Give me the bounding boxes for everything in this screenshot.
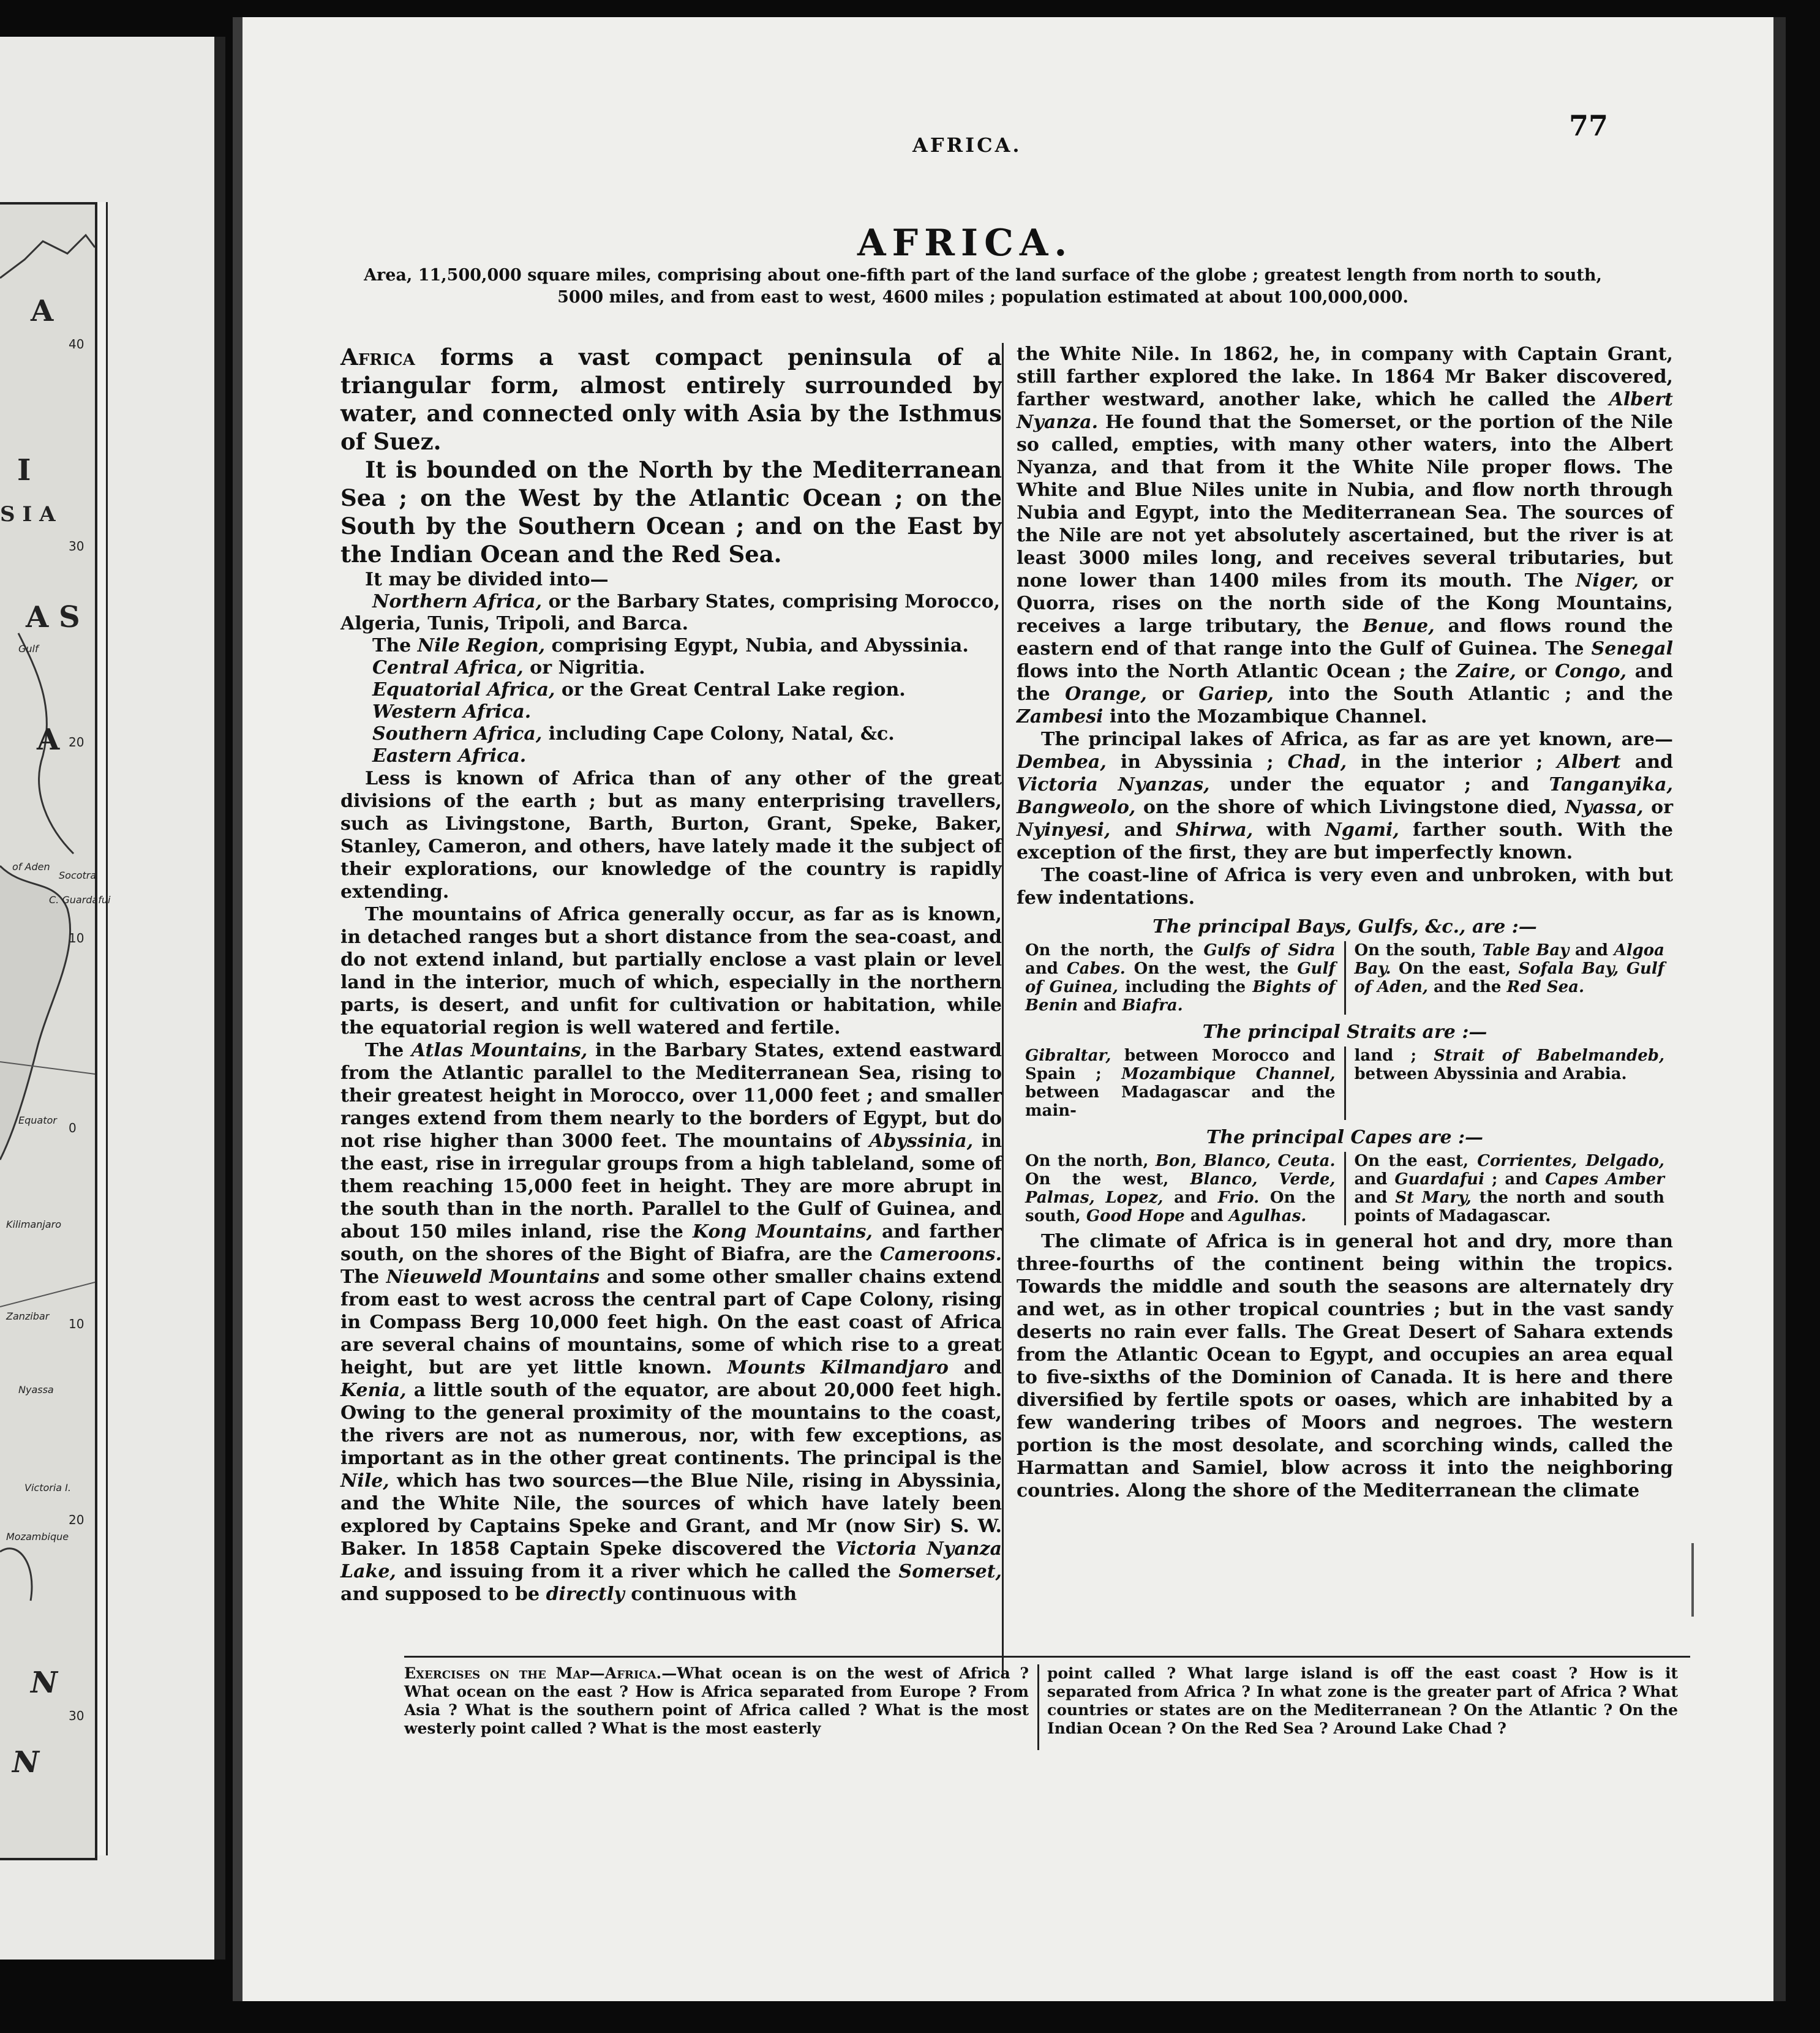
map-place-guardafui: C. Guardafui <box>49 894 111 906</box>
map-border-strip <box>97 202 108 1855</box>
exercises-column-rule <box>1037 1664 1039 1750</box>
straits-right-cell: land ; Strait of Babelmandeb, between Abyssinia and Arabia. <box>1344 1047 1674 1120</box>
exercises-rule <box>404 1656 1690 1658</box>
exercises-right: point called ? What large island is off the east coast ? How is it separated from Africa ? In what zone is the greater part of Africa ? What countries or states are on the Mediterranean ? On the Atlantic ? On the Indian Ocean ? On the Red Sea ? Around Lake Chad ? <box>1047 1664 1678 1737</box>
map-place-aden: of Aden <box>12 861 50 873</box>
article-title: AFRICA. <box>857 222 1074 265</box>
capes-table <box>1017 1152 1673 1225</box>
page-number: 77 <box>1569 109 1609 142</box>
division-eastern: Eastern Africa. <box>372 745 527 767</box>
left-column <box>340 343 1002 1606</box>
map-place-socotra: Socotra <box>59 870 97 881</box>
division-nile: The Nile Region, comprising Egypt, Nubia, and Abyssinia. <box>372 635 969 656</box>
exercises-left-text: —What ocean is on the west of Africa ? What ocean on the east ? How is Africa separated from Europe ? From Asia ? What is the southern point of Africa called ? What is the most westerly point called ? What is the most easterly <box>404 1664 1029 1737</box>
map-coastline <box>0 205 95 1858</box>
exercises-lead: Exercises on the Map—Africa. <box>404 1664 662 1682</box>
division-central: Central Africa, or Nigritia. <box>372 657 645 678</box>
map-page <box>0 37 225 1960</box>
page-edge-mark <box>1691 1543 1694 1617</box>
bounds-paragraph: It is bounded on the North by the Mediterranean Sea ; on the West by the Atlantic Ocean ; on the South by the Southern Ocean ; and on the East by the Indian Ocean and the Red Sea. <box>340 456 1002 568</box>
map-label-a-top: A <box>31 294 54 328</box>
map-place-victoria-i: Victoria I. <box>24 1482 71 1494</box>
division-equatorial: Equatorial Africa, or the Great Central Lake region. <box>372 679 906 701</box>
map-place-mozambique: Mozambique <box>6 1531 69 1543</box>
map-tick-40: 40 <box>69 337 85 351</box>
division-western: Western Africa. <box>372 701 532 723</box>
explorers-paragraph: Less is known of Africa than of any other of the great divisions of the earth ; but as many enterprising travellers, such as Livingstone, Barth, Burton, Grant, Speke, Baker, Stanley, Cameron, and others, have lately made it the subject of their explorations, our knowledge of the country is rapidly extending. <box>340 768 1002 903</box>
map-label-a-mid: A <box>37 723 60 757</box>
bays-table <box>1017 941 1673 1015</box>
division-northern: Northern Africa, or the Barbary States, comprising Morocco, <box>372 591 1001 612</box>
divided-into-line: It may be divided into— <box>365 569 609 590</box>
area-note: Area, 11,500,000 square miles, comprising about one-fifth part of the land surface of the globe ; greatest length from north to south, 5000 miles, and from east to west, 4600 miles ; population estimated at about 100,000,000. <box>364 266 1602 307</box>
running-head: AFRICA. <box>912 133 1022 157</box>
map-place-equator: Equator <box>18 1114 57 1126</box>
bays-heading: The principal Bays, Gulfs, &c., are :— <box>1153 916 1537 938</box>
coastline-paragraph: The coast-line of Africa is very even and unbroken, with but few indentations. <box>1017 865 1673 909</box>
map-label-n-2: N <box>12 1745 39 1779</box>
straits-left-cell: Gibraltar, between Morocco and Spain ; Mozambique Channel, between Madagascar and the main- <box>1025 1047 1336 1120</box>
map-tick-20-s: 20 <box>69 1513 85 1527</box>
map-tick-10-s: 10 <box>69 1317 85 1331</box>
lakes-paragraph: The principal lakes of Africa, as far as are yet known, are—Dembea, in Abyssinia ; Chad, in the interior ; Albert and Victoria Nyanzas, under the equator ; and Tanganyika, Bangweolo, on the shore of which Livingstone died, Nyassa, or Nyinyesi, and Shirwa, with Ngami, farther south. With the exception of the first, they are but imperfectly known. <box>1017 729 1674 863</box>
map-tick-30-s: 30 <box>69 1708 85 1723</box>
exercises-left <box>404 1664 1029 1738</box>
map-tick-30: 30 <box>69 539 85 554</box>
capes-heading: The principal Capes are :— <box>1206 1127 1484 1148</box>
division-southern: Southern Africa, including Cape Colony, Natal, &c. <box>372 723 895 745</box>
map-label-sia: S I A <box>0 502 56 527</box>
straits-table <box>1017 1047 1673 1120</box>
map-label-as: A S <box>26 600 80 634</box>
capes-right-cell: On the east, Corrientes, Delgado, and Guardafui ; and Capes Amber and St Mary, the north and south points of Madagascar. <box>1344 1152 1674 1225</box>
climate-paragraph: The climate of Africa is in general hot and dry, more than three-fourths of the continent being within the tropics. Towards the middle and south the seasons are alternately dry and wet, as in other tropical countries ; but in the vast sandy deserts no rain ever falls. The Great Desert of Sahara extends from the Atlantic Ocean to Egypt, and occupies an area equal to five-sixths of the Dominion of Canada. It is here and there diversified by fertile spots or oases, which are inhabited by a few wandering tribes of Moors and negroes. The western portion is the most desolate, and scorching winds, called the Harmattan and Samiel, blow across it into the neighboring countries. Along the shore of the Mediterranean the climate <box>1017 1231 1673 1501</box>
map-place-nyassa: Nyassa <box>18 1384 54 1396</box>
map-tick-10: 10 <box>69 931 85 945</box>
map-frame <box>0 202 97 1860</box>
mountains-paragraph: The mountains of Africa generally occur, as far as is known, in detached ranges but a short distance from the sea-coast, and do not extend inland, but partially enclose a vast plain or level land in the interior, much of which, especially in the northern parts, is desert, and unfit for cultivation or habitation, while the equatorial region is well watered and fertile. <box>340 904 1002 1039</box>
capes-left-cell: On the north, Bon, Blanco, Ceuta. On the west, Blanco, Verde, Palmas, Lopez, and Frio. On the south, Good Hope and Agulhas. <box>1025 1152 1336 1225</box>
map-label-n-1: N <box>31 1666 58 1700</box>
bays-left-cell: On the north, the Gulfs of Sidra and Cabes. On the west, the Gulf of Guinea, including the Bights of Benin and Biafra. <box>1025 941 1336 1015</box>
map-label-i: I <box>17 453 31 487</box>
right-column <box>1002 343 1673 1502</box>
map-tick-0: 0 <box>69 1121 77 1135</box>
map-place-gulf: Gulf <box>18 643 39 655</box>
ranges-paragraph: The Atlas Mountains, in the Barbary States, extend eastward from the Atlantic parallel to the Mediterranean Sea, rising to their greatest height in Morocco, over 11,000 feet ; and smaller ranges extend from them nearly to the borders of Egypt, but do not rise higher than 3000 feet. The mountains of Abyssinia, in the east, rise in irregular groups from a high tableland, some of them reaching 15,000 feet in height. They are more abrupt in the south than in the north. Parallel to the Gulf of Guinea, and about 150 miles inland, rise the Kong Mountains, and farther south, on the shores of the Bight of Biafra, are the Cameroons. The Nieuweld Mountains and some other smaller chains extend from east to west across the central part of Cape Colony, rising in Compass Berg 10,000 feet high. On the east coast of Africa are several chains of mountains, some of which rise to a great height, but are yet little known. Mounts Kilmandjaro and Kenia, a little south of the equator, are about 20,000 feet high. Owing to the general proximity of the mountains to the coast, the rivers are not as numerous, nor, with few exceptions, as important as in the other great continents. The principal is the Nile, which has two sources—the Blue Nile, rising in Abyssinia, and the White Nile, the sources of which have lately been explored by Captains Speke and Grant, and Mr (now Sir) S. W. Baker. In 1858 Captain Speke discovered the Victoria Nyanza Lake, and issuing from it a river which he called the Somerset, and supposed to be directly continuous with <box>340 1040 1002 1605</box>
intro-paragraph: Africa forms a vast compact peninsula of a triangular form, almost entirely surrounded by water, and connected only with Asia by the Isthmus of Suez. <box>340 344 1002 455</box>
map-tick-20: 20 <box>69 735 85 750</box>
bays-right-cell: On the south, Table Bay and Algoa Bay. On the east, Sofala Bay, Gulf of Aden, and the Red Sea. <box>1344 941 1674 1015</box>
nile-paragraph: the White Nile. In 1862, he, in company with Captain Grant, still farther explored the lake. In 1864 Mr Baker discovered, farther westward, another lake, which he called the Albert Nyanza. He found that the Somerset, or the portion of the Nile so called, empties, with many other waters, into the Albert Nyanza, and that from it the White Nile proper flows. The White and Blue Niles unite in Nubia, and flow north through Nubia and Egypt, into the Mediterranean Sea. The sources of the Nile are not yet absolutely ascertained, but the river is at least 3000 miles long, and receives several tributaries, but none lower than 1400 miles from its mouth. The Niger, or Quorra, rises on the north side of the Kong Mountains, receives a large tributary, the Benue, and flows round the eastern end of that range into the Gulf of Guinea. The Senegal flows into the North Atlantic Ocean ; the Zaire, or Congo, and the Orange, or Gariep, into the South Atlantic ; and the Zambesi into the Mozambique Channel. <box>1017 344 1674 727</box>
straits-heading: The principal Straits are :— <box>1202 1021 1487 1043</box>
division-northern-cont: Algeria, Tunis, Tripoli, and Barca. <box>340 613 689 634</box>
map-place-zanzibar: Zanzibar <box>6 1310 50 1322</box>
map-place-kilimanjaro: Kilimanjaro <box>6 1219 61 1230</box>
